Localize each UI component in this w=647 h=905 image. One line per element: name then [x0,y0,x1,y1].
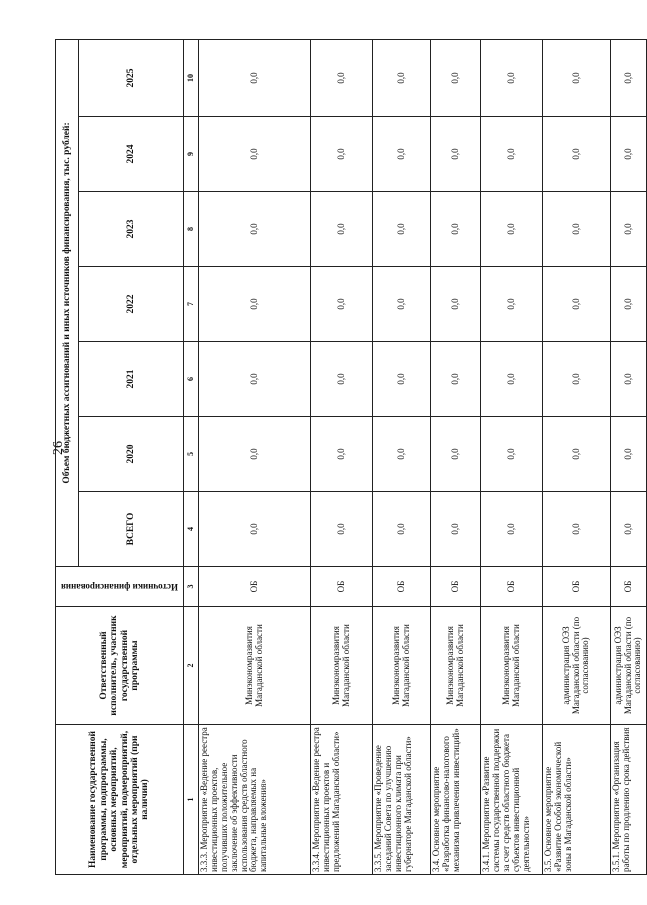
table-row [373,40,431,875]
index-cell: 5 [184,417,199,492]
row-value-cell: 0,0 [199,342,311,417]
row-value-cell: 0,0 [431,40,481,117]
row-value-cell: 0,0 [611,267,647,342]
row-source-cell: ОБ [373,567,431,607]
row-value-cell: 0,0 [373,40,431,117]
header-total: ВСЕГО [78,492,183,567]
index-cell: 4 [184,492,199,567]
header-year-2022: 2022 [78,267,183,342]
header-responsible: Ответственный исполнитель, участник государственной программы [56,607,184,725]
row-value-cell: 0,0 [481,267,543,342]
row-value-cell: 0,0 [199,40,311,117]
header-year-2020: 2020 [78,417,183,492]
row-value-cell: 0,0 [373,492,431,567]
row-value-cell: 0,0 [611,492,647,567]
header-volume: Объем бюджетных ассигнований и иных источников финансирования, тыс. рублей: [56,40,79,567]
row-value-cell: 0,0 [543,417,611,492]
header-year-2021: 2021 [78,342,183,417]
row-value-cell: 0,0 [543,192,611,267]
row-name-cell: 3.3.4. Мероприятие «Ведение реестра инвестиционных проектов и предложений Магаданской области» [311,725,373,875]
row-value-cell: 0,0 [199,492,311,567]
row-source-cell: ОБ [311,567,373,607]
row-value-cell: 0,0 [481,40,543,117]
row-value-cell: 0,0 [311,417,373,492]
row-responsible-cell: администрация ОЭЗ Магаданской области (по согласованию) [543,607,611,725]
row-value-cell: 0,0 [481,417,543,492]
index-cell: 9 [184,117,199,192]
table-row [611,40,647,875]
row-value-cell: 0,0 [373,342,431,417]
row-responsible-cell: Минэкономразвития Магаданской области [481,607,543,725]
row-value-cell: 0,0 [431,192,481,267]
row-name-cell: 3.3.5. Мероприятие «Проведение заседаний Совета по улучшению инвестиционного климата при губернаторе Магаданской области» [373,725,431,875]
row-value-cell: 0,0 [543,342,611,417]
rotated-table-container [55,40,643,875]
index-cell: 1 [184,725,199,875]
table-row [431,40,481,875]
header-name: Наименование государственной программы, подпрограммы, основных мероприятий, мероприятий, подмероприятий, отдельных мероприятий (при наличии) [56,725,184,875]
row-value-cell: 0,0 [543,40,611,117]
row-value-cell: 0,0 [373,267,431,342]
header-source [56,567,184,607]
page-number: 26 [51,441,66,455]
row-value-cell: 0,0 [311,192,373,267]
row-value-cell: 0,0 [311,117,373,192]
row-value-cell: 0,0 [611,342,647,417]
row-value-cell: 0,0 [373,192,431,267]
row-value-cell: 0,0 [611,417,647,492]
index-cell: 3 [184,567,199,607]
header-source-text: Источники финансирования [61,582,178,593]
row-value-cell: 0,0 [481,117,543,192]
table-row [311,40,373,875]
index-cell: 2 [184,607,199,725]
row-name-cell: 3.4.1. Мероприятие «Развитие системы государственной поддержки за счет средств областного бюджета субъектов инвестиционной деятельности» [481,725,543,875]
row-name-cell: 3.3.3. Мероприятие «Ведение реестра инвестиционных проектов, получивших положительное заключение об эффективности использования средств областного бюджета, направляемых на капитальные вложения» [199,725,311,875]
row-value-cell: 0,0 [311,342,373,417]
row-value-cell: 0,0 [543,267,611,342]
row-value-cell: 0,0 [481,342,543,417]
row-value-cell: 0,0 [373,417,431,492]
row-value-cell: 0,0 [311,267,373,342]
row-name-cell: 3.5. Основное мероприятие «Развитие Особой экономической зоны в Магаданской области» [543,725,611,875]
table-row [199,40,311,875]
row-value-cell: 0,0 [431,117,481,192]
row-source-cell: ОБ [481,567,543,607]
row-source-cell: ОБ [431,567,481,607]
row-responsible-cell: Минэкономразвития Магаданской области [431,607,481,725]
row-value-cell: 0,0 [199,192,311,267]
table-row [543,40,611,875]
row-value-cell: 0,0 [481,192,543,267]
header-year-2024: 2024 [78,117,183,192]
row-name-cell: 3.5.1. Мероприятие «Организация работы по продлению срока действия [611,725,647,875]
row-responsible-cell: Минэкономразвития Магаданской области [311,607,373,725]
financing-table [55,39,647,875]
row-value-cell: 0,0 [431,417,481,492]
row-value-cell: 0,0 [481,492,543,567]
row-value-cell: 0,0 [543,492,611,567]
index-cell: 7 [184,267,199,342]
row-value-cell: 0,0 [543,117,611,192]
table-row [481,40,543,875]
row-value-cell: 0,0 [431,342,481,417]
row-value-cell: 0,0 [199,117,311,192]
index-cell: 10 [184,40,199,117]
row-source-cell: ОБ [199,567,311,607]
row-value-cell: 0,0 [611,192,647,267]
row-source-cell: ОБ [611,567,647,607]
row-responsible-cell: администрация ОЭЗ Магаданской области (по согласованию) [611,607,647,725]
row-value-cell: 0,0 [431,267,481,342]
row-value-cell: 0,0 [611,40,647,117]
row-value-cell: 0,0 [311,40,373,117]
row-value-cell: 0,0 [431,492,481,567]
index-cell: 6 [184,342,199,417]
row-value-cell: 0,0 [611,117,647,192]
row-responsible-cell: Минэкономразвития Магаданской области [373,607,431,725]
row-name-cell: 3.4. Основное мероприятие «Разработка финансово-налогового механизма привлечения инвестиций» [431,725,481,875]
header-year-2023: 2023 [78,192,183,267]
header-year-2025: 2025 [78,40,183,117]
row-source-cell: ОБ [543,567,611,607]
index-row [184,40,199,875]
row-responsible-cell: Минэкономразвития Магаданской области [199,607,311,725]
row-value-cell: 0,0 [199,417,311,492]
row-value-cell: 0,0 [199,267,311,342]
index-cell: 8 [184,192,199,267]
row-value-cell: 0,0 [311,492,373,567]
row-value-cell: 0,0 [373,117,431,192]
